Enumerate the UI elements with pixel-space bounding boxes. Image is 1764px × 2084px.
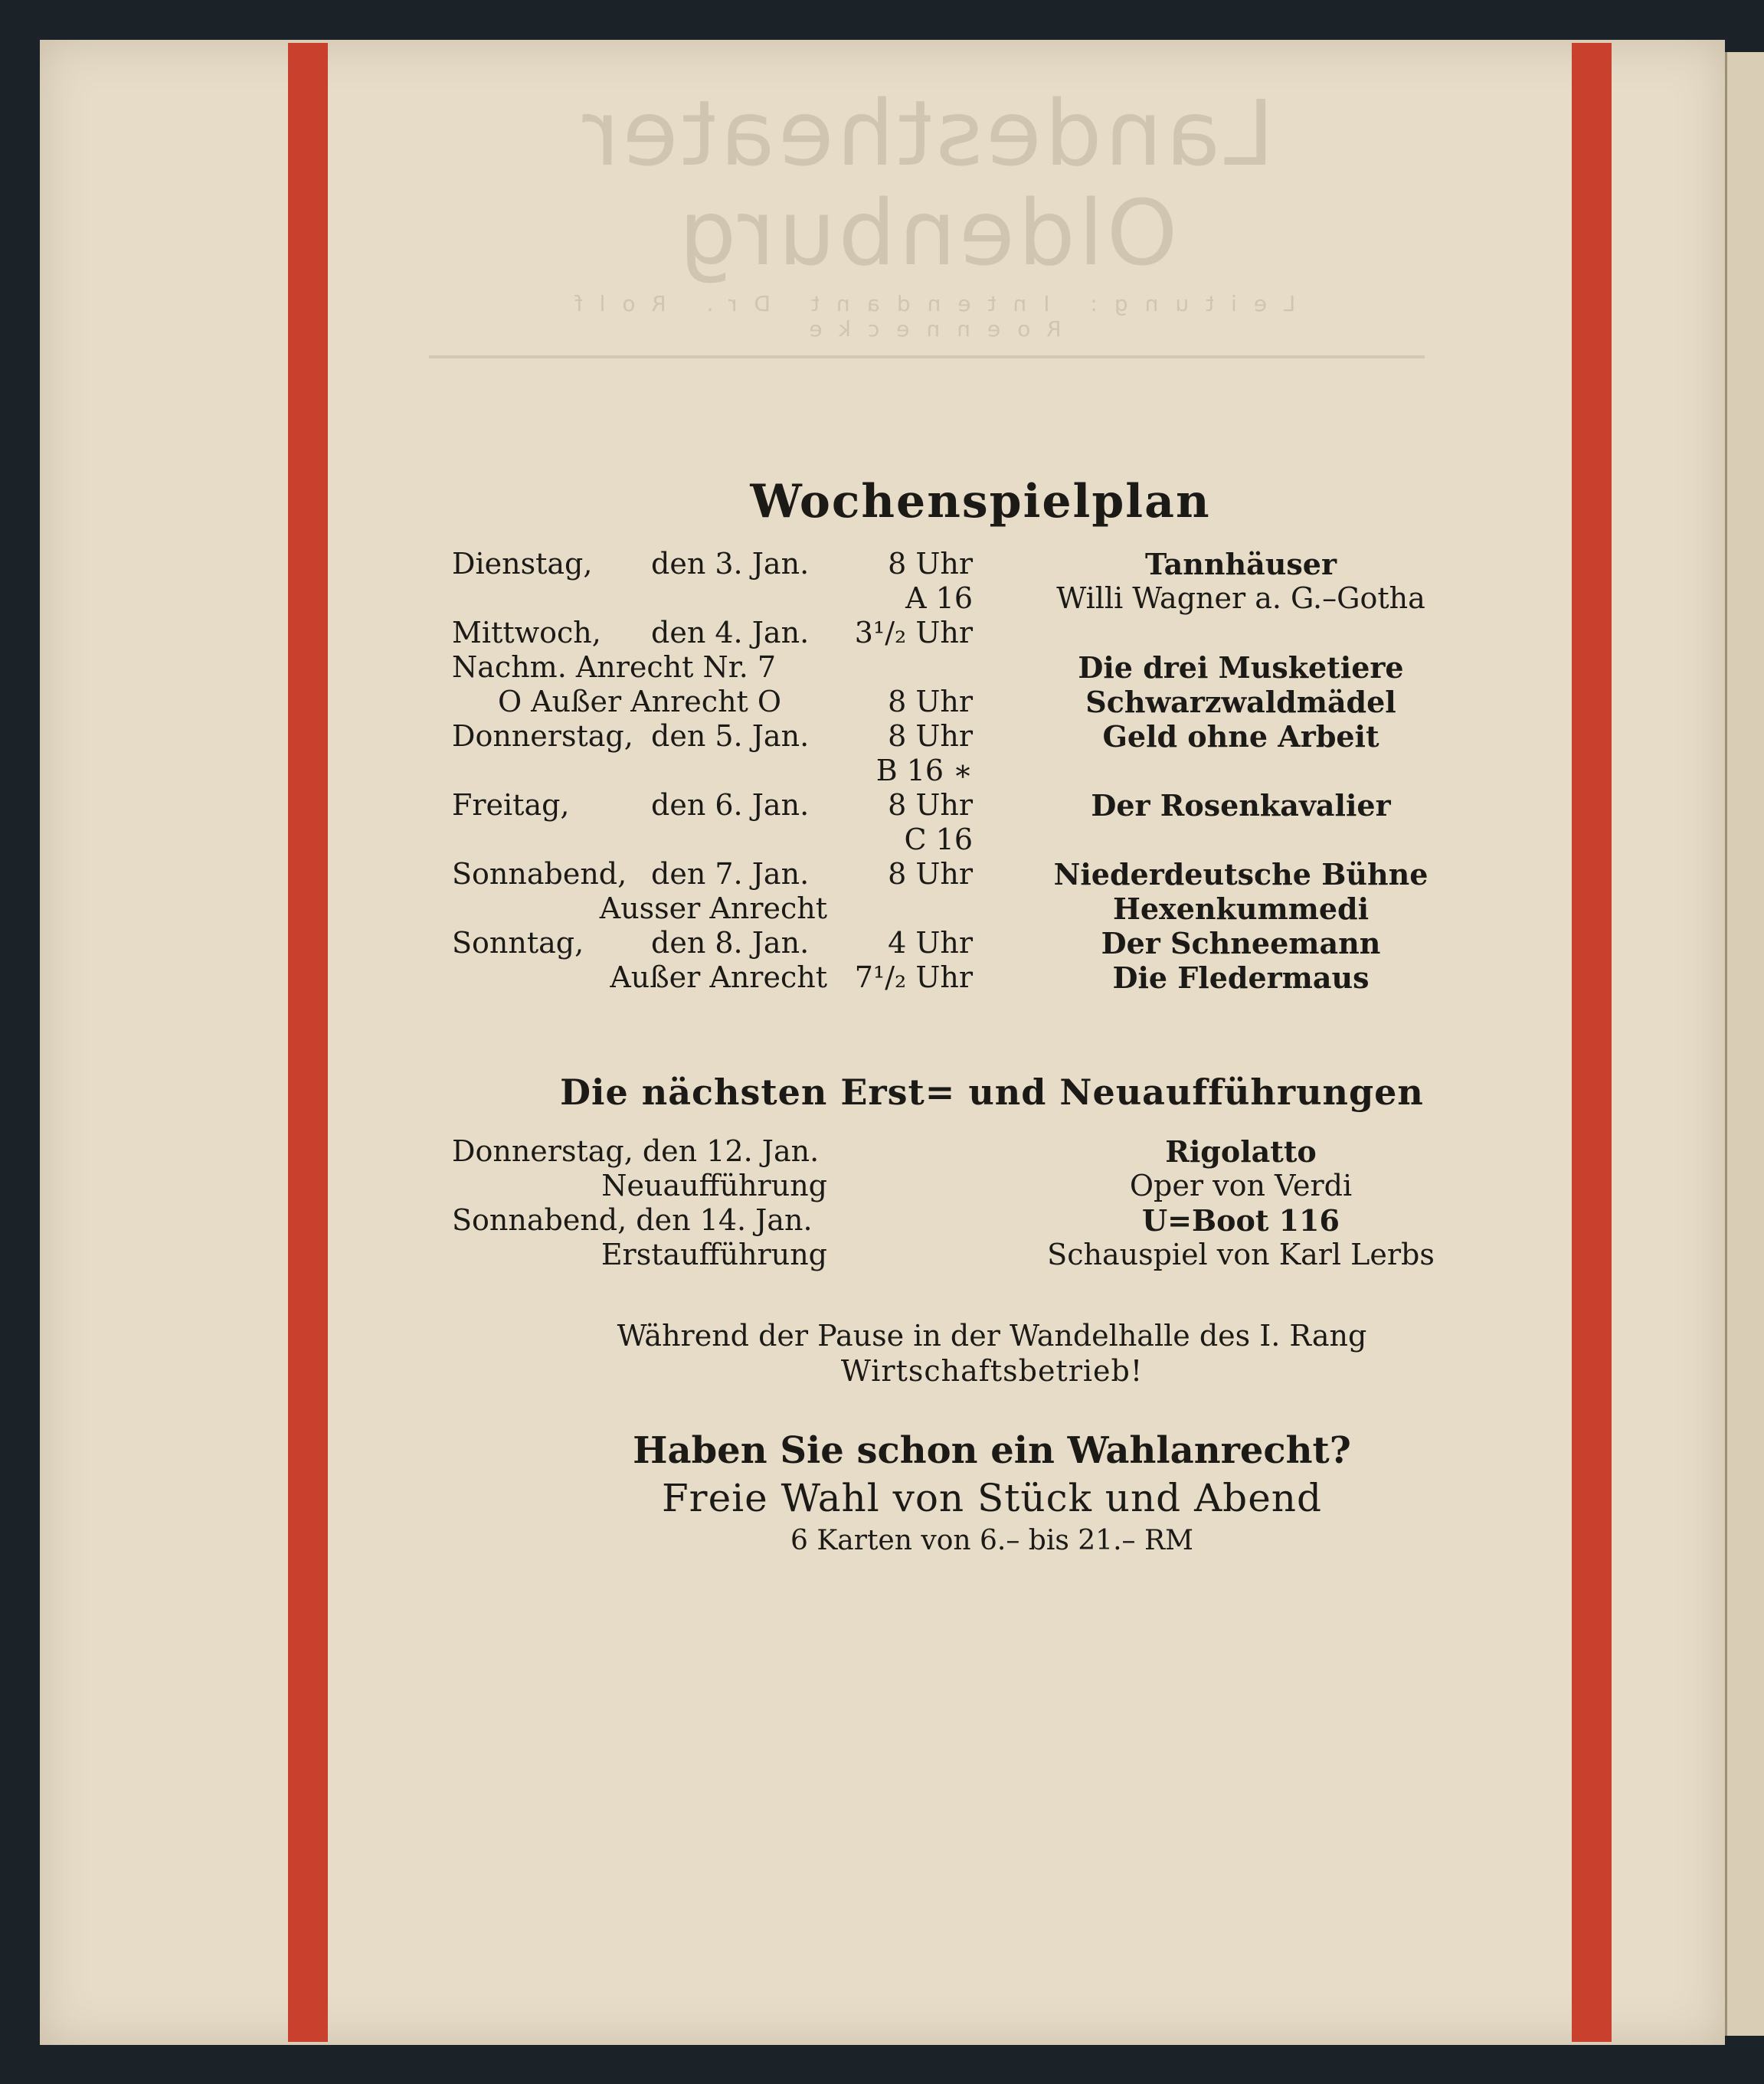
left-red-stripe xyxy=(288,43,328,2042)
premiere-row xyxy=(452,1203,1463,1238)
week-schedule-title: Wochenspielplan xyxy=(750,475,1211,528)
schedule-time: 7¹/₂ Uhr xyxy=(854,960,973,994)
program-content xyxy=(452,475,1463,1560)
premieres-title: Die nächsten Erst= und Neuaufführungen xyxy=(560,1071,1424,1113)
schedule-row xyxy=(452,857,1463,892)
premiere-type: Neuaufführung xyxy=(601,1169,827,1202)
schedule-day: Donnerstag, xyxy=(452,719,633,753)
schedule-row xyxy=(452,581,1463,616)
schedule-row xyxy=(452,650,1463,685)
schedule-row xyxy=(452,685,1463,719)
schedule-date: den 5. Jan. xyxy=(651,719,810,753)
schedule-time: 8 Uhr xyxy=(888,857,973,891)
pause-line-1: Während der Pause in der Wandelhalle des I. Rang xyxy=(617,1319,1367,1353)
next-page-edge xyxy=(1725,52,1764,2036)
schedule-note: Außer Anrecht xyxy=(610,960,827,994)
premiere-play: Schauspiel von Karl Lerbs xyxy=(1047,1238,1435,1271)
schedule-row xyxy=(452,616,1463,650)
schedule-play: Willi Wagner a. G.–Gotha xyxy=(1056,581,1425,615)
schedule-play: Tannhäuser xyxy=(1145,547,1337,581)
schedule-date: den 4. Jan. xyxy=(651,616,810,649)
ad-subtitle: Freie Wahl von Stück und Abend xyxy=(661,1476,1322,1520)
ghost-theater-name: Landestheater Oldenburg xyxy=(579,80,1275,286)
schedule-date: den 7. Jan. xyxy=(651,857,810,891)
schedule-row xyxy=(452,788,1463,823)
subscription-ad xyxy=(452,1427,1463,1560)
schedule-day: Dienstag, xyxy=(452,547,593,581)
ad-price: 6 Karten von 6.– bis 21.– RM xyxy=(790,1525,1193,1556)
schedule-row xyxy=(452,719,1463,754)
pause-line-2: Wirtschaftsbetrieb! xyxy=(840,1354,1144,1388)
schedule-time: 8 Uhr xyxy=(888,685,973,718)
schedule-day: Freitag, xyxy=(452,788,570,822)
premiere-play: Rigolatto xyxy=(1165,1134,1317,1169)
schedule-row xyxy=(452,823,1463,857)
week-schedule xyxy=(452,547,1463,995)
premiere-row xyxy=(452,1238,1463,1272)
premiere-date: Sonnabend, den 14. Jan. xyxy=(452,1203,813,1237)
ghost-direction-line: Leitung: Intendant Dr. Rolf Roennecke xyxy=(429,291,1425,358)
schedule-time: C 16 xyxy=(904,823,973,856)
schedule-play: Der Rosenkavalier xyxy=(1091,788,1391,823)
premiere-row xyxy=(452,1134,1463,1169)
schedule-play: Schwarzwaldmädel xyxy=(1085,685,1396,719)
schedule-time: 3¹/₂ Uhr xyxy=(854,616,973,649)
schedule-play: Geld ohne Arbeit xyxy=(1102,719,1379,754)
schedule-day: Mittwoch, xyxy=(452,616,601,649)
schedule-play: Der Schneemann xyxy=(1101,926,1381,960)
schedule-time: 8 Uhr xyxy=(888,788,973,822)
premiere-row xyxy=(452,1169,1463,1203)
schedule-row xyxy=(452,926,1463,960)
schedule-play: Hexenkummedi xyxy=(1112,892,1370,926)
schedule-time: 8 Uhr xyxy=(888,547,973,581)
premiere-play: U=Boot 116 xyxy=(1142,1203,1340,1238)
schedule-play: Die Fledermaus xyxy=(1112,960,1370,995)
schedule-row xyxy=(452,960,1463,995)
right-red-stripe xyxy=(1572,43,1612,2042)
schedule-date: den 6. Jan. xyxy=(651,788,810,822)
schedule-note: O Außer Anrecht O xyxy=(497,685,782,718)
schedule-day: Sonntag, xyxy=(452,926,584,960)
schedule-row xyxy=(452,754,1463,788)
ad-title: Haben Sie schon ein Wahlanrecht? xyxy=(633,1429,1351,1472)
schedule-time: 4 Uhr xyxy=(888,926,973,960)
schedule-note: Nachm. Anrecht Nr. 7 xyxy=(452,650,777,684)
schedule-date: den 8. Jan. xyxy=(651,926,810,960)
schedule-date: den 3. Jan. xyxy=(651,547,810,581)
schedule-row xyxy=(452,547,1463,581)
schedule-day: Sonnabend, xyxy=(452,857,627,891)
premiere-type: Erstaufführung xyxy=(601,1238,827,1271)
schedule-note: Ausser Anrecht xyxy=(599,892,827,925)
premieres-list xyxy=(452,1134,1463,1272)
premiere-date: Donnerstag, den 12. Jan. xyxy=(452,1134,820,1168)
pause-notice xyxy=(452,1318,1463,1389)
schedule-time: 8 Uhr xyxy=(888,719,973,753)
premiere-play: Oper von Verdi xyxy=(1129,1169,1353,1202)
schedule-play: Niederdeutsche Bühne xyxy=(1053,857,1429,892)
schedule-play: Die drei Musketiere xyxy=(1078,650,1404,685)
schedule-time: B 16 ∗ xyxy=(875,754,973,787)
schedule-time: A 16 xyxy=(905,581,973,615)
bleed-through-header xyxy=(429,80,1425,358)
schedule-row xyxy=(452,892,1463,926)
